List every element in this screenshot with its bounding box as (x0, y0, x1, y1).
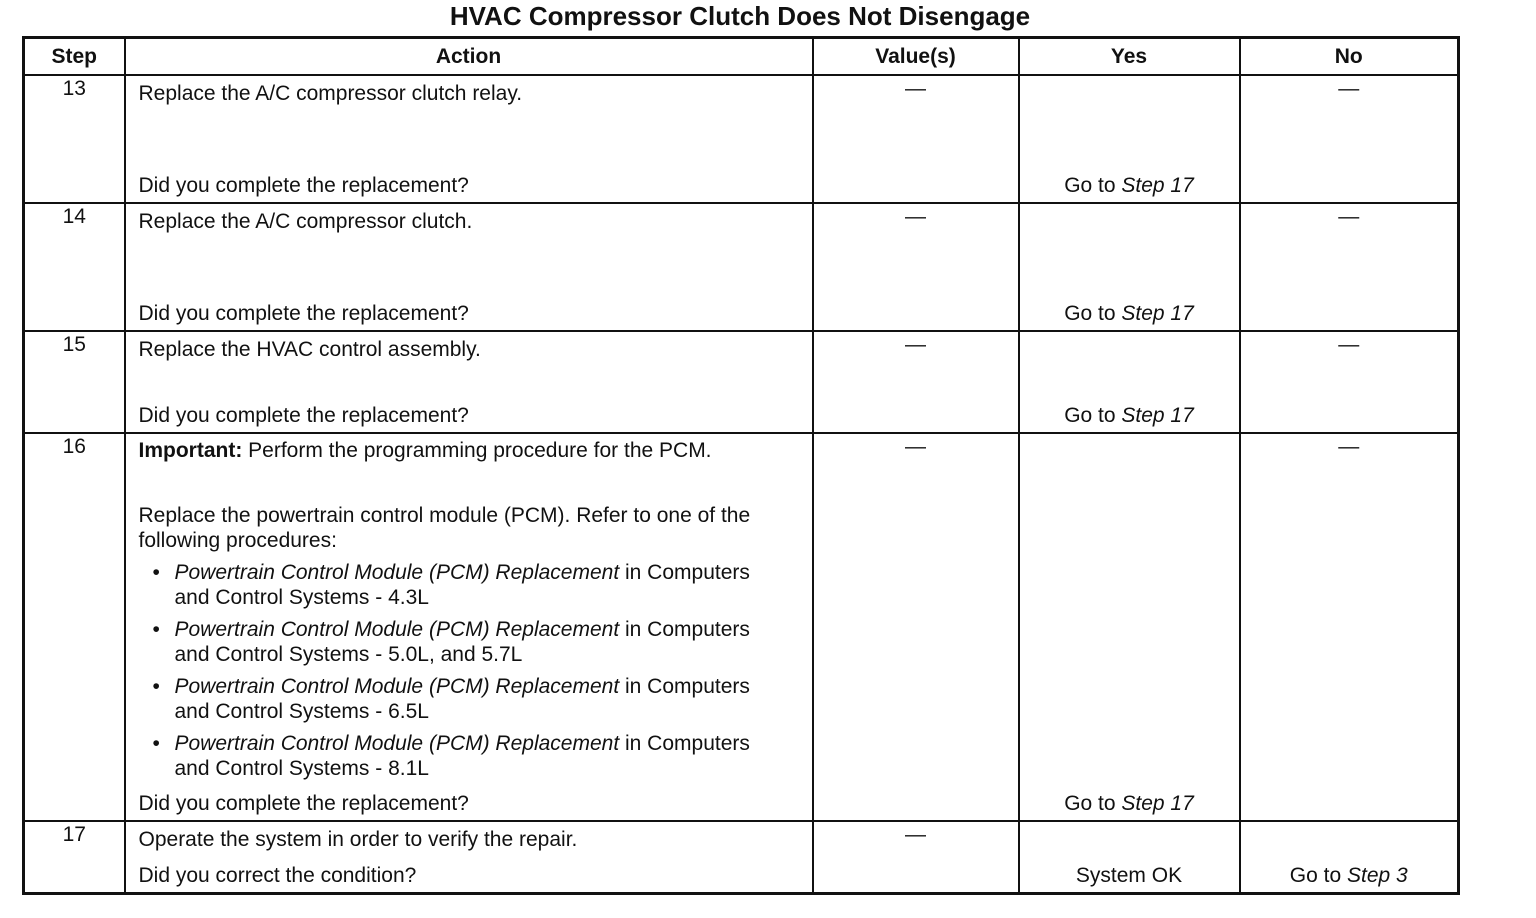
step-number: 13 (24, 75, 125, 203)
step-number: 17 (24, 821, 125, 893)
yes-prefix: Go to (1064, 302, 1122, 325)
step-number: 15 (24, 331, 125, 433)
table-row (24, 433, 1459, 821)
no-cell: — (1240, 433, 1459, 821)
table-row (24, 331, 1459, 433)
header-yes: Yes (1019, 38, 1240, 76)
important-note (139, 438, 739, 463)
value-cell: — (813, 433, 1019, 821)
yes-cell (1019, 203, 1240, 331)
list-item (139, 560, 755, 610)
action-text: Replace the HVAC control assembly. (138, 338, 481, 361)
yes-prefix: Go to (1064, 792, 1122, 815)
action-question: Did you complete the replacement? (138, 792, 469, 815)
important-label: Important: (138, 439, 243, 462)
value-cell: — (813, 203, 1019, 331)
yes-link[interactable] (1020, 403, 1239, 428)
list-item (139, 674, 755, 724)
header-no: No (1240, 38, 1459, 76)
table-row (24, 821, 1459, 893)
header-values: Value(s) (813, 38, 1019, 76)
table-row (24, 203, 1459, 331)
no-cell: — (1240, 203, 1459, 331)
important-text: Perform the programming procedure for the PCM. (242, 439, 712, 462)
table-row (24, 75, 1459, 203)
list-item (139, 731, 755, 781)
no-cell: — (1240, 75, 1459, 203)
yes-cell (1019, 331, 1240, 433)
procedure-link[interactable]: Powertrain Control Module (PCM) Replacement (174, 732, 620, 755)
no-step-ref: Step 3 (1346, 863, 1408, 887)
yes-prefix: Go to (1064, 404, 1122, 427)
yes-step-ref: Step 17 (1121, 792, 1194, 815)
bullet-icon: • (152, 732, 160, 755)
procedure-list (139, 560, 804, 781)
action-intro: Replace the powertrain control module (PCM). Refer to one of the following procedures: (138, 504, 751, 552)
action-text: Operate the system in order to verify the repair. (138, 828, 578, 851)
yes-link[interactable] (1020, 173, 1239, 198)
procedure-list-wrap (139, 560, 804, 788)
table-header-row (24, 38, 1459, 76)
yes-result: System OK (1075, 863, 1183, 887)
procedure-link[interactable]: Powertrain Control Module (PCM) Replacement (174, 675, 620, 698)
yes-cell (1019, 821, 1240, 893)
bullet-icon: • (152, 618, 160, 641)
action-question: Did you correct the condition? (138, 863, 417, 887)
bullet-icon: • (152, 675, 160, 698)
action-cell (125, 821, 813, 893)
yes-link[interactable] (1020, 301, 1239, 326)
value-cell: — (813, 75, 1019, 203)
header-action: Action (125, 38, 813, 76)
yes-cell (1019, 433, 1240, 821)
action-cell (125, 331, 813, 433)
yes-cell (1019, 75, 1240, 203)
action-question: Did you complete the replacement? (138, 174, 469, 197)
procedure-link[interactable]: Powertrain Control Module (PCM) Replacement (174, 561, 620, 584)
yes-step-ref: Step 17 (1121, 404, 1194, 427)
yes-step-ref: Step 17 (1121, 302, 1194, 325)
procedure-link[interactable]: Powertrain Control Module (PCM) Replacement (174, 618, 620, 641)
no-prefix: Go to (1289, 863, 1347, 887)
no-cell: — (1240, 331, 1459, 433)
yes-step-ref: Step 17 (1121, 174, 1194, 197)
diagnostic-table (22, 36, 1460, 895)
step-number: 14 (24, 203, 125, 331)
value-cell: — (813, 821, 1019, 893)
action-cell (125, 75, 813, 203)
bullet-icon: • (152, 561, 160, 584)
yes-prefix: Go to (1064, 174, 1122, 197)
procedure-suffix: in Computers and Control Systems - 4.3L (174, 561, 750, 609)
value-cell: — (813, 331, 1019, 433)
procedure-suffix: in Computers and Control Systems - 6.5L (174, 675, 750, 723)
action-text: Replace the A/C compressor clutch relay. (138, 82, 523, 105)
step-number: 16 (24, 433, 125, 821)
procedure-suffix: in Computers and Control Systems - 8.1L (174, 732, 750, 780)
procedure-suffix: in Computers and Control Systems - 5.0L, and 5.7L (174, 618, 750, 666)
action-question: Did you complete the replacement? (138, 404, 469, 427)
page-title: HVAC Compressor Clutch Does Not Disengage (449, 1, 1031, 31)
yes-link[interactable] (1020, 791, 1239, 816)
header-step: Step (24, 38, 125, 76)
action-question: Did you complete the replacement? (138, 302, 469, 325)
action-text: Replace the A/C compressor clutch. (138, 210, 473, 233)
list-item (139, 617, 755, 667)
no-cell (1240, 821, 1459, 893)
action-cell (125, 203, 813, 331)
action-cell (125, 433, 813, 821)
no-link[interactable] (1241, 863, 1458, 888)
